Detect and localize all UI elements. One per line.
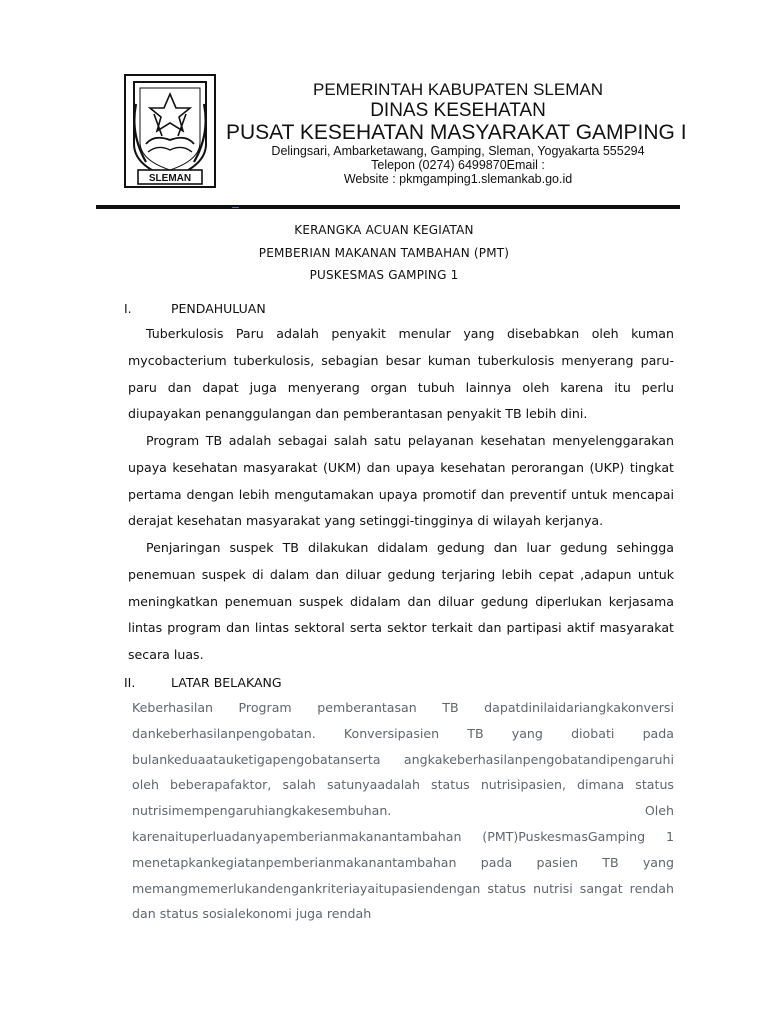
letterhead-government: PEMERINTAH KABUPATEN SLEMAN — [313, 80, 603, 99]
sleman-logo — [124, 74, 216, 188]
logo-label: SLEMAN — [148, 173, 192, 184]
background-paragraph — [128, 695, 674, 927]
doc-title-line1: KERANGKA ACUAN KEGIATAN — [294, 223, 474, 237]
letterhead-divider — [96, 205, 680, 209]
letterhead-institution: PUSAT KESEHATAN MASYARAKAT GAMPING I — [226, 121, 687, 144]
section-number: I. — [124, 301, 132, 316]
doc-title-line2: PEMBERIAN MAKANAN TAMBAHAN (PMT) — [258, 246, 510, 260]
paragraph-line: karenaituperluadanyapemberianmakanantambahan (PMT)PuskesmasGamping 1 — [132, 828, 674, 844]
divider-mark — [232, 207, 239, 208]
letterhead-website: Website : pkmgamping1.slemankab.go.id — [343, 172, 573, 186]
paragraph-line: dan status sosialekonomi juga rendah — [132, 906, 372, 922]
paragraph: Program TB adalah sebagai salah satu pelayanan kesehatan menyelenggarakan upaya kesehatan masyarakat (UKM) dan upaya kesehatan perorangan (UKP) tingkat pertama dengan lebih mengutamakan upaya promotif dan preventif untuk mencapai derajat kesehatan masyarakat yang setinggi-tingginya di wilayah kerjanya. — [128, 433, 674, 529]
section-title: LATAR BELAKANG — [171, 675, 282, 690]
section-heading-latar-belakang — [124, 675, 282, 690]
paragraph-line: memangmemerlukandengankriteriayaitupasiendengan status nutrisi sangat rendah — [132, 880, 674, 896]
paragraph: Penjaringan suspek TB dilakukan didalam gedung dan luar gedung sehingga penemuan suspek di dalam dan diluar gedung terjaring lebih cepat ,adapun untuk meningkatkan penemuan suspek didalam dan diluar gedung diperlukan kerjasama lintas program dan lintas sektoral serta sektor terkait dan partipasi aktif masyarakat secara luas. — [128, 540, 674, 663]
paragraph-line: menetapkankegiatanpemberianmakanantambahan pada pasien TB yang — [132, 854, 674, 870]
letterhead-address: Delingsari, Ambarketawang, Gamping, Sleman, Yogyakarta 555294 — [271, 144, 645, 158]
letterhead-phone: Telepon (0274) 6499870Email : — [371, 158, 545, 172]
doc-title-line3: PUSKESMAS GAMPING 1 — [309, 268, 459, 282]
section-number: II. — [124, 675, 136, 690]
paragraph-line: bulankeduaatauketigapengobatanserta angkakeberhasilanpengobatandipengaruhi — [132, 751, 674, 767]
paragraph-line: nutrisimempengaruhiangkakesembuhan. Oleh — [132, 803, 674, 819]
section-heading-pendahuluan — [124, 301, 266, 316]
paragraph-line: oleh beberapafaktor, salah satunyaadalah status nutrisipasien, dimana status — [132, 777, 674, 793]
section-title: PENDAHULUAN — [171, 301, 266, 316]
paragraph-line: Keberhasilan Program pemberantasan TB dapatdinilaidariangkakonversi — [132, 700, 674, 715]
paragraph-line: dankeberhasilanpengobatan. Konversipasien TB yang diobati pada — [132, 725, 674, 741]
paragraph: Tuberkulosis Paru adalah penyakit menular yang disebabkan oleh kuman mycobacterium tuberkulosis, sebagian besar kuman tuberkulosis menyerang paru-paru dan dapat juga menyerang organ tubuh lainnya oleh karena itu perlu diupayakan penanggulangan dan pemberantasan penyakit TB lebih dini. — [128, 326, 674, 422]
letterhead-agency: DINAS KESEHATAN — [370, 100, 546, 121]
